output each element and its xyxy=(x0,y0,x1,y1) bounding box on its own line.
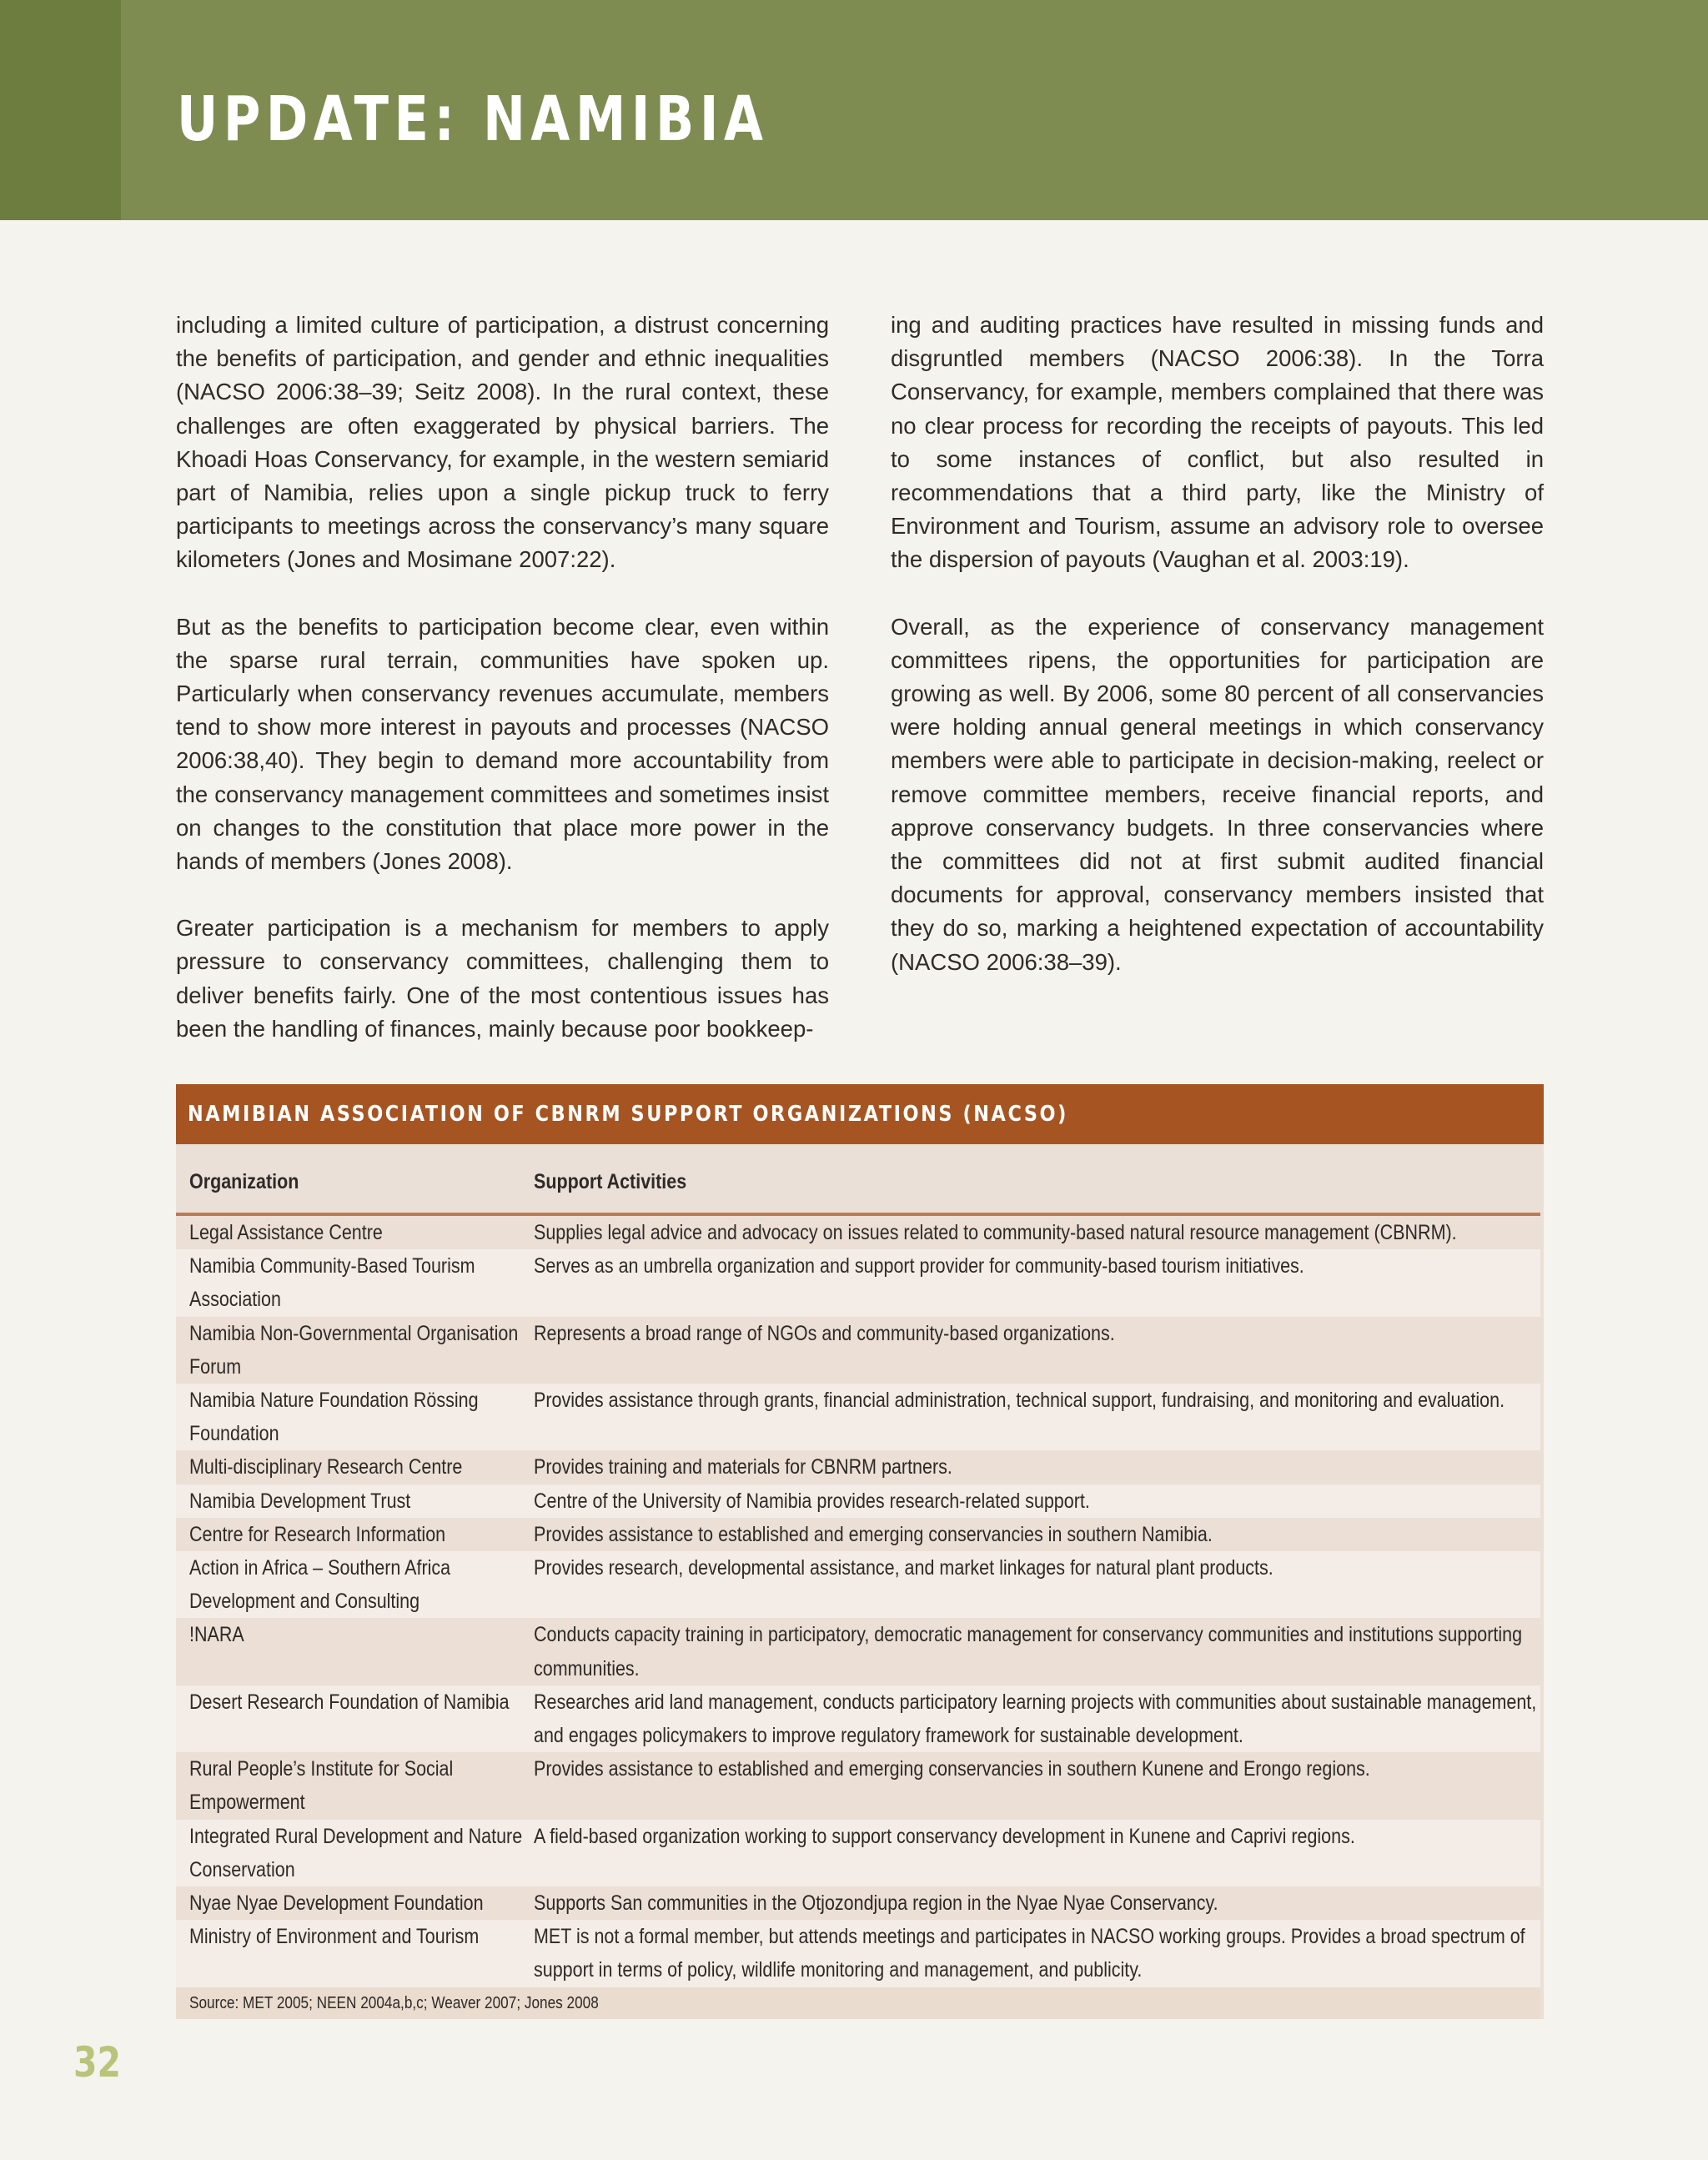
organization-cell: Namibia Non-Governmental Organisation Forum xyxy=(176,1317,534,1384)
table-header-row xyxy=(176,1144,1540,1214)
activity-cell: Provides research, developmental assistance, and market linkages for natural plant products. xyxy=(534,1551,1540,1618)
table-row xyxy=(176,1886,1540,1920)
activity-cell: Centre of the University of Namibia provides research-related support. xyxy=(534,1484,1540,1518)
organization-cell: Ministry of Environment and Tourism xyxy=(176,1920,534,1987)
table-row xyxy=(176,1920,1540,1987)
left-column xyxy=(176,309,829,1079)
nacso-table xyxy=(176,1144,1540,2019)
activity-cell: Conducts capacity training in participatory, democratic management for conservancy communities and institutions supporting communities. xyxy=(534,1618,1540,1685)
activity-cell: Researches arid land management, conducts participatory learning projects with communities about sustainable management, and engages policymakers to improve regulatory framework for sustainable development. xyxy=(534,1685,1540,1752)
organization-cell: !NARA xyxy=(176,1618,534,1685)
activity-cell: Supports San communities in the Otjozondjupa region in the Nyae Nyae Conservancy. xyxy=(534,1886,1540,1920)
table-row xyxy=(176,1518,1540,1551)
column-header-organization: Organization xyxy=(176,1144,534,1214)
activity-cell: Represents a broad range of NGOs and community-based organizations. xyxy=(534,1317,1540,1384)
source-note: Source: MET 2005; NEEN 2004a,b,c; Weaver 2007; Jones 2008 xyxy=(176,1987,1540,2019)
page-header xyxy=(0,0,1708,220)
table-row xyxy=(176,1551,1540,1618)
header-accent-block xyxy=(0,0,121,220)
organization-cell: Namibia Nature Foundation Rössing Foundation xyxy=(176,1384,534,1450)
activity-cell: Supplies legal advice and advocacy on issues related to community-based natural resource management (CBNRM). xyxy=(534,1214,1540,1249)
activity-cell: Provides assistance to established and emerging conservancies in southern Kunene and Erongo regions. xyxy=(534,1752,1540,1819)
table-row xyxy=(176,1450,1540,1484)
box-title-bar xyxy=(176,1084,1544,1144)
paragraph: Greater participation is a mechanism for members to apply pressure to conservancy committees, challenging them to deliver benefits fairly. One of the most contentious issues has been the handling of finances, mainly because poor bookkeep- xyxy=(176,915,829,1042)
page-title: UPDATE: NAMIBIA xyxy=(177,83,769,155)
table-row xyxy=(176,1214,1540,1249)
table-row xyxy=(176,1618,1540,1685)
organization-cell: Desert Research Foundation of Namibia xyxy=(176,1685,534,1752)
right-column xyxy=(891,309,1544,1079)
organization-cell: Rural People’s Institute for Social Empowerment xyxy=(176,1752,534,1819)
activity-cell: MET is not a formal member, but attends meetings and participates in NACSO working groups. Provides a broad spectrum of support in terms of policy, wildlife monitoring and management, and publicity. xyxy=(534,1920,1540,1987)
paragraph: ing and auditing practices have resulted in missing funds and disgruntled members (NACSO 2006:38). In the Torra Conservancy, for example, members complained that there was no clear process for recording the receipts of payouts. This led to some instances of conflict, but also resulted in recommendations that a third party, like the Ministry of Environment and Tourism, assume an advisory role to oversee the dispersion of payouts (Vaughan et al. 2003:19). xyxy=(891,312,1544,573)
organization-cell: Nyae Nyae Development Foundation xyxy=(176,1886,534,1920)
organization-cell: Centre for Research Information xyxy=(176,1518,534,1551)
paragraph: But as the benefits to participation become clear, even within the sparse rural terrain, communities have spoken up. Particularly when conservancy revenues accumulate, members tend to show more interest in payouts and processes (NACSO 2006:38,40). They begin to demand more accountability from the conservancy management committees and sometimes insist on changes to the constitution that place more power in the hands of members (Jones 2008). xyxy=(176,613,829,875)
activity-cell: Provides assistance through grants, financial administration, technical support, fundraising, and monitoring and evaluation. xyxy=(534,1384,1540,1450)
table-row xyxy=(176,1384,1540,1450)
activity-cell: A field-based organization working to support conservancy development in Kunene and Caprivi regions. xyxy=(534,1820,1540,1886)
organization-cell: Integrated Rural Development and Nature Conservation xyxy=(176,1820,534,1886)
organization-cell: Multi-disciplinary Research Centre xyxy=(176,1450,534,1484)
organization-cell: Namibia Development Trust xyxy=(176,1484,534,1518)
organization-cell: Legal Assistance Centre xyxy=(176,1214,534,1249)
paragraph: Overall, as the experience of conservancy management committees ripens, the opportunities for participation are growing as well. By 2006, some 80 percent of all conservancies were holding annual general meetings in which conservancy members were able to participate in decision-making, reelect or remove committee members, receive financial reports, and approve conservancy budgets. In three conservancies where the committees did not at first submit audited financial documents for approval, conservancy members insisted that they do so, marking a heightened expectation of accountability (NACSO 2006:38–39). xyxy=(891,613,1544,975)
table-row xyxy=(176,1752,1540,1819)
activity-cell: Provides training and materials for CBNRM partners. xyxy=(534,1450,1540,1484)
activity-cell: Serves as an umbrella organization and support provider for community-based tourism initiatives. xyxy=(534,1249,1540,1316)
table-row xyxy=(176,1820,1540,1886)
table-row xyxy=(176,1317,1540,1384)
paragraph: including a limited culture of participation, a distrust concerning the benefits of participation, and gender and ethnic inequalities (NACSO 2006:38–39; Seitz 2008). In the rural context, these challenges are often exaggerated by physical barriers. The Khoadi Hoas Conservancy, for example, in the western semiarid part of Namibia, relies upon a single pickup truck to ferry participants to meetings across the conservancy’s many square kilometers (Jones and Mosimane 2007:22). xyxy=(176,312,829,573)
table-row xyxy=(176,1249,1540,1316)
source-row xyxy=(176,1987,1540,2019)
body-columns xyxy=(176,309,1544,1079)
table-row xyxy=(176,1484,1540,1518)
page-number: 32 xyxy=(73,2038,122,2087)
table-row xyxy=(176,1685,1540,1752)
activity-cell: Provides assistance to established and emerging conservancies in southern Namibia. xyxy=(534,1518,1540,1551)
organization-cell: Namibia Community-Based Tourism Association xyxy=(176,1249,534,1316)
organization-cell: Action in Africa – Southern Africa Development and Consulting xyxy=(176,1551,534,1618)
box-title: NAMIBIAN ASSOCIATION OF CBNRM SUPPORT ORGANIZATIONS (NACSO) xyxy=(188,1102,1068,1127)
column-header-activities: Support Activities xyxy=(534,1144,1540,1214)
nacso-sidebar-box xyxy=(176,1084,1544,2019)
